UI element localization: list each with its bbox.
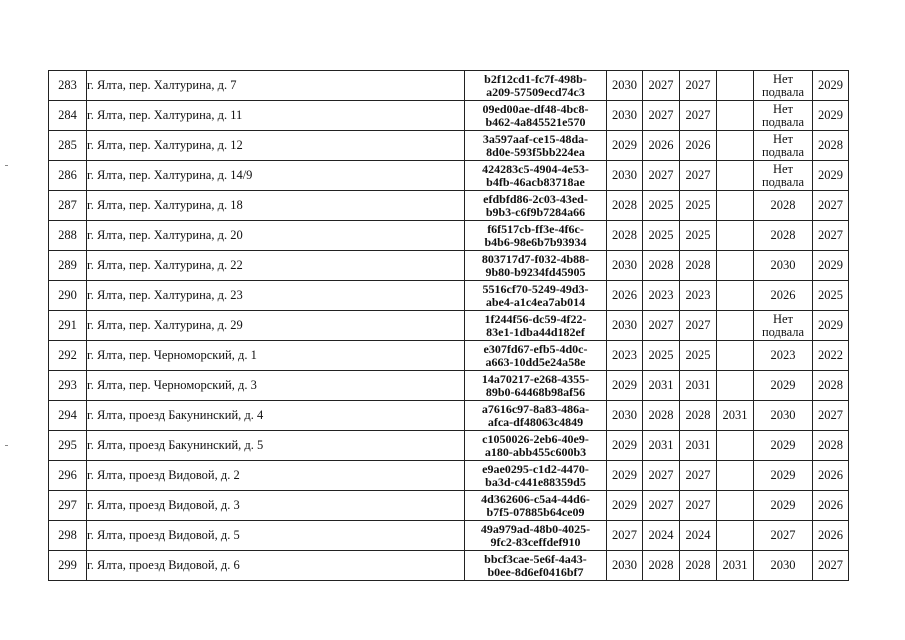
fias-code-cell — [465, 251, 607, 281]
year-cell-3: 2028 — [680, 401, 717, 431]
address-cell: г. Ялта, пер. Черноморский, д. 1 — [87, 341, 465, 371]
year-cell-4: 2031 — [717, 401, 754, 431]
fias-code-line-2: abe4-a1c4ea7ab014 — [485, 294, 586, 309]
year-cell-2: 2028 — [643, 551, 680, 581]
year-cell-6: 2028 — [813, 431, 849, 461]
year-cell-5: 2028 — [754, 191, 813, 221]
fias-code-line-1: 14a70217-e268-4355- — [481, 371, 590, 386]
fias-code-line-1: bbcf3cae-5e6f-4a43- — [484, 551, 587, 566]
year-cell-5: 2029 — [754, 491, 813, 521]
year-cell-6: 2029 — [813, 101, 849, 131]
address-cell: г. Ялта, проезд Видовой, д. 3 — [87, 491, 465, 521]
table-row — [49, 71, 849, 101]
year-cell-3: 2027 — [680, 311, 717, 341]
year-cell-5: 2027 — [754, 521, 813, 551]
year-cell-4 — [717, 521, 754, 551]
fias-code-line-2: a180-abb455c600b3 — [484, 444, 587, 459]
year-cell-2: 2025 — [643, 191, 680, 221]
year-cell-1: 2030 — [607, 311, 643, 341]
row-number: 285 — [49, 131, 87, 161]
fias-code-cell — [465, 161, 607, 191]
table-body — [49, 71, 849, 581]
fias-code-line-1: e9ae0295-c1d2-4470- — [482, 461, 589, 476]
fias-code-cell — [465, 131, 607, 161]
address-cell: г. Ялта, проезд Видовой, д. 6 — [87, 551, 465, 581]
year-cell-1: 2029 — [607, 131, 643, 161]
address-cell: г. Ялта, пер. Халтурина, д. 14/9 — [87, 161, 465, 191]
fias-code-line-1: c1050026-2eb6-40e9- — [482, 431, 589, 446]
year-cell-3: 2027 — [680, 101, 717, 131]
fias-code-cell — [465, 191, 607, 221]
fias-code-cell — [465, 311, 607, 341]
fias-code-cell — [465, 401, 607, 431]
address-cell: г. Ялта, пер. Халтурина, д. 12 — [87, 131, 465, 161]
fias-code-cell — [465, 281, 607, 311]
fias-code-line-1: a7616c97-8a83-486a- — [481, 401, 590, 416]
year-cell-4 — [717, 461, 754, 491]
fias-code-line-2: 9b80-b9234fd45905 — [485, 264, 586, 279]
fias-code-line-2: b7f5-07885b64ce09 — [486, 504, 585, 519]
fias-code-line-2: afca-df48063c4849 — [487, 414, 584, 429]
year-cell-2: 2027 — [643, 461, 680, 491]
fias-code-line-2: b0ee-8d6ef0416bf7 — [487, 564, 584, 579]
year-cell-3: 2031 — [680, 371, 717, 401]
year-cell-2: 2031 — [643, 431, 680, 461]
table-row — [49, 371, 849, 401]
year-cell-2: 2025 — [643, 341, 680, 371]
year-cell-6: 2029 — [813, 251, 849, 281]
fias-code-line-1: 5516cf70-5249-49d3- — [482, 281, 589, 296]
year-cell-4 — [717, 71, 754, 101]
fias-code-cell — [465, 71, 607, 101]
year-cell-1: 2030 — [607, 101, 643, 131]
year-cell-2: 2027 — [643, 101, 680, 131]
margin-mark — [5, 445, 8, 446]
year-cell-3: 2027 — [680, 71, 717, 101]
table-row — [49, 311, 849, 341]
table-row — [49, 101, 849, 131]
fias-code-line-2: 83e1-1dba44d182ef — [486, 324, 585, 339]
fias-code-cell — [465, 341, 607, 371]
address-cell: г. Ялта, проезд Видовой, д. 5 — [87, 521, 465, 551]
table-row — [49, 161, 849, 191]
year-cell-6: 2025 — [813, 281, 849, 311]
year-cell-2: 2027 — [643, 161, 680, 191]
year-cell-3: 2028 — [680, 251, 717, 281]
fias-code-cell — [465, 431, 607, 461]
address-cell: г. Ялта, пер. Черноморский, д. 3 — [87, 371, 465, 401]
year-cell-6: 2027 — [813, 191, 849, 221]
year-cell-4 — [717, 131, 754, 161]
table-row — [49, 281, 849, 311]
fias-code-line-1: e307fd67-efb5-4d0c- — [483, 341, 588, 356]
year-cell-3: 2023 — [680, 281, 717, 311]
year-cell-5: 2023 — [754, 341, 813, 371]
year-cell-1: 2029 — [607, 461, 643, 491]
year-cell-2: 2031 — [643, 371, 680, 401]
row-number: 295 — [49, 431, 87, 461]
fias-code-line-1: f6f517cb-ff3e-4f6c- — [487, 221, 584, 236]
row-number: 284 — [49, 101, 87, 131]
year-cell-5: Нет подвала — [754, 311, 813, 341]
fias-code-line-1: b2f12cd1-fc7f-498b- — [484, 71, 587, 86]
row-number: 286 — [49, 161, 87, 191]
year-cell-3: 2031 — [680, 431, 717, 461]
year-cell-1: 2029 — [607, 371, 643, 401]
year-cell-5: 2030 — [754, 251, 813, 281]
year-cell-4 — [717, 371, 754, 401]
year-cell-6: 2026 — [813, 461, 849, 491]
year-cell-5: Нет подвала — [754, 71, 813, 101]
address-cell: г. Ялта, проезд Бакунинский, д. 4 — [87, 401, 465, 431]
year-cell-3: 2025 — [680, 221, 717, 251]
year-cell-5: 2026 — [754, 281, 813, 311]
year-cell-6: 2027 — [813, 551, 849, 581]
row-number: 297 — [49, 491, 87, 521]
fias-code-line-2: b462-4a845521e570 — [485, 114, 586, 129]
row-number: 291 — [49, 311, 87, 341]
address-cell: г. Ялта, пер. Халтурина, д. 22 — [87, 251, 465, 281]
row-number: 289 — [49, 251, 87, 281]
year-cell-1: 2030 — [607, 551, 643, 581]
year-cell-2: 2028 — [643, 251, 680, 281]
address-cell: г. Ялта, проезд Бакунинский, д. 5 — [87, 431, 465, 461]
year-cell-6: 2029 — [813, 311, 849, 341]
year-cell-2: 2027 — [643, 71, 680, 101]
address-cell: г. Ялта, проезд Видовой, д. 2 — [87, 461, 465, 491]
year-cell-4 — [717, 431, 754, 461]
year-cell-5: 2030 — [754, 551, 813, 581]
year-cell-3: 2028 — [680, 551, 717, 581]
fias-code-line-2: a663-10dd5e24a58e — [485, 354, 586, 369]
year-cell-4 — [717, 221, 754, 251]
fias-code-line-2: a209-57509ecd74c3 — [486, 84, 585, 99]
year-cell-5: Нет подвала — [754, 161, 813, 191]
address-cell: г. Ялта, пер. Халтурина, д. 29 — [87, 311, 465, 341]
year-cell-3: 2026 — [680, 131, 717, 161]
table-row — [49, 461, 849, 491]
table-row — [49, 521, 849, 551]
row-number: 293 — [49, 371, 87, 401]
year-cell-2: 2028 — [643, 401, 680, 431]
table-row — [49, 131, 849, 161]
year-cell-1: 2030 — [607, 71, 643, 101]
year-cell-6: 2022 — [813, 341, 849, 371]
fias-code-line-2: b4fb-46acb83718ae — [486, 174, 585, 189]
year-cell-6: 2027 — [813, 401, 849, 431]
table-row — [49, 191, 849, 221]
table-row — [49, 251, 849, 281]
fias-code-line-1: 424283c5-4904-4e53- — [482, 161, 589, 176]
fias-code-line-1: 803717d7-f032-4b88- — [481, 251, 590, 266]
fias-code-line-2: 8d0e-593f5bb224ea — [486, 144, 585, 159]
fias-code-line-1: 3a597aaf-ce15-48da- — [482, 131, 589, 146]
table-row — [49, 431, 849, 461]
year-cell-1: 2029 — [607, 431, 643, 461]
year-cell-5: 2028 — [754, 221, 813, 251]
year-cell-1: 2030 — [607, 251, 643, 281]
year-cell-4: 2031 — [717, 551, 754, 581]
year-cell-1: 2026 — [607, 281, 643, 311]
year-cell-1: 2029 — [607, 491, 643, 521]
table-row — [49, 341, 849, 371]
address-cell: г. Ялта, пер. Халтурина, д. 7 — [87, 71, 465, 101]
year-cell-2: 2027 — [643, 311, 680, 341]
fias-code-cell — [465, 221, 607, 251]
year-cell-4 — [717, 281, 754, 311]
year-cell-4 — [717, 191, 754, 221]
address-cell: г. Ялта, пер. Халтурина, д. 18 — [87, 191, 465, 221]
year-cell-6: 2026 — [813, 491, 849, 521]
year-cell-1: 2030 — [607, 401, 643, 431]
year-cell-2: 2024 — [643, 521, 680, 551]
fias-code-line-2: b4b6-98e6b7b93934 — [484, 234, 587, 249]
fias-code-cell — [465, 461, 607, 491]
year-cell-2: 2025 — [643, 221, 680, 251]
fias-code-line-2: 89b0-64468b98af56 — [485, 384, 586, 399]
row-number: 296 — [49, 461, 87, 491]
table-row — [49, 551, 849, 581]
year-cell-1: 2030 — [607, 161, 643, 191]
row-number: 283 — [49, 71, 87, 101]
year-cell-6: 2026 — [813, 521, 849, 551]
year-cell-4 — [717, 251, 754, 281]
year-cell-4 — [717, 341, 754, 371]
table-row — [49, 401, 849, 431]
fias-code-line-1: 49a979ad-48b0-4025- — [480, 521, 591, 536]
row-number: 292 — [49, 341, 87, 371]
fias-code-cell — [465, 551, 607, 581]
year-cell-1: 2028 — [607, 191, 643, 221]
fias-code-cell — [465, 521, 607, 551]
year-cell-4 — [717, 311, 754, 341]
address-cell: г. Ялта, пер. Халтурина, д. 20 — [87, 221, 465, 251]
row-number: 290 — [49, 281, 87, 311]
year-cell-3: 2025 — [680, 341, 717, 371]
year-cell-6: 2027 — [813, 221, 849, 251]
year-cell-2: 2027 — [643, 491, 680, 521]
year-cell-2: 2023 — [643, 281, 680, 311]
year-cell-6: 2028 — [813, 131, 849, 161]
year-cell-6: 2029 — [813, 161, 849, 191]
year-cell-6: 2028 — [813, 371, 849, 401]
fias-code-line-2: b9b3-c6f9b7284a66 — [485, 204, 586, 219]
year-cell-3: 2027 — [680, 491, 717, 521]
table-row — [49, 221, 849, 251]
year-cell-1: 2027 — [607, 521, 643, 551]
fias-code-line-1: 1f244f56-dc59-4f22- — [484, 311, 587, 326]
margin-mark — [5, 165, 8, 166]
year-cell-1: 2023 — [607, 341, 643, 371]
year-cell-5: 2029 — [754, 431, 813, 461]
year-cell-5: 2029 — [754, 461, 813, 491]
year-cell-1: 2028 — [607, 221, 643, 251]
year-cell-6: 2029 — [813, 71, 849, 101]
row-number: 287 — [49, 191, 87, 221]
fias-code-cell — [465, 101, 607, 131]
year-cell-5: 2029 — [754, 371, 813, 401]
table-row — [49, 491, 849, 521]
fias-code-cell — [465, 371, 607, 401]
year-cell-3: 2025 — [680, 191, 717, 221]
fias-code-line-1: 4d362606-c5a4-44d6- — [481, 491, 590, 506]
year-cell-3: 2024 — [680, 521, 717, 551]
fias-code-line-1: 09ed00ae-df48-4bc8- — [482, 101, 589, 116]
fias-code-line-1: efdbfd86-2c03-43ed- — [483, 191, 588, 206]
year-cell-5: Нет подвала — [754, 101, 813, 131]
year-cell-3: 2027 — [680, 161, 717, 191]
row-number: 299 — [49, 551, 87, 581]
year-cell-2: 2026 — [643, 131, 680, 161]
year-cell-4 — [717, 491, 754, 521]
address-cell: г. Ялта, пер. Халтурина, д. 11 — [87, 101, 465, 131]
row-number: 294 — [49, 401, 87, 431]
year-cell-5: Нет подвала — [754, 131, 813, 161]
address-cell: г. Ялта, пер. Халтурина, д. 23 — [87, 281, 465, 311]
fias-code-line-2: ba3d-c441e88359d5 — [485, 474, 586, 489]
row-number: 288 — [49, 221, 87, 251]
fias-code-cell — [465, 491, 607, 521]
year-cell-4 — [717, 161, 754, 191]
year-cell-4 — [717, 101, 754, 131]
housing-register-table — [48, 70, 849, 581]
row-number: 298 — [49, 521, 87, 551]
year-cell-3: 2027 — [680, 461, 717, 491]
fias-code-line-2: 9fc2-83ceffdef910 — [490, 534, 581, 549]
year-cell-5: 2030 — [754, 401, 813, 431]
